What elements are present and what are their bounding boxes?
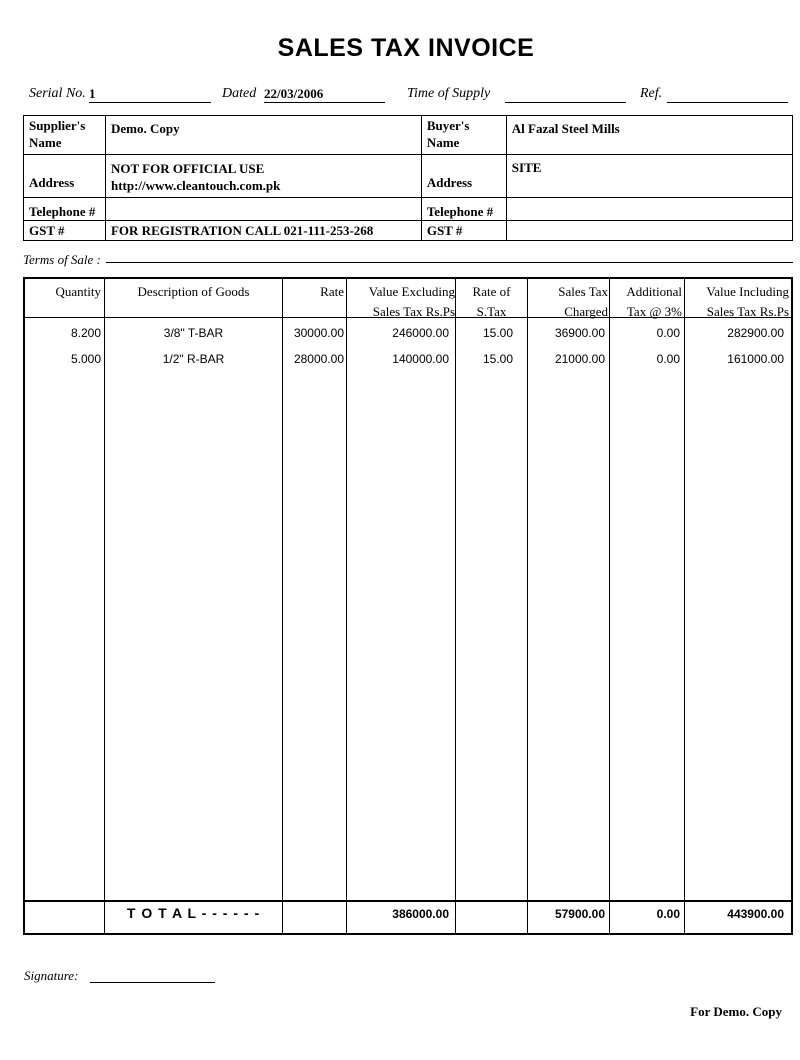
signature-line xyxy=(90,982,215,983)
total-tax-charged: 57900.00 xyxy=(554,907,605,921)
terms-of-sale xyxy=(23,252,793,266)
buyer-gst-label: GST # xyxy=(421,221,506,241)
column-header-tax-rate: Rate of S.Tax xyxy=(472,284,511,319)
total-divider xyxy=(25,900,791,902)
dated-value: 22/03/2006 xyxy=(264,86,385,103)
supplier-address-label: Address xyxy=(24,155,106,198)
table-row-1-value-excluding: 246000.00 xyxy=(392,326,449,340)
party-details-table xyxy=(23,115,793,241)
total-additional-tax: 0.00 xyxy=(656,907,680,921)
table-row-1-tax-rate: 15.00 xyxy=(482,326,513,340)
supplier-address: NOT FOR OFFICIAL USE http://www.cleantouch.com.pk xyxy=(105,155,421,198)
column-header-rate: Rate xyxy=(320,284,344,299)
supply-value xyxy=(505,86,626,103)
supplier-gst-label: GST # xyxy=(24,221,106,241)
buyer-name-label: Buyer's Name xyxy=(421,116,506,155)
column-header-additional-tax: Additional Tax @ 3% xyxy=(626,284,682,319)
supplier-gst: FOR REGISTRATION CALL 021-111-253-268 xyxy=(105,221,421,241)
table-row-2-additional-tax: 0.00 xyxy=(656,352,680,366)
dated-label: Dated xyxy=(222,86,257,101)
buyer-address-label: Address xyxy=(421,155,506,198)
buyer-telephone-label: Telephone # xyxy=(421,198,506,221)
column-header-value-excluding: Value Excluding Sales Tax Rs.Ps xyxy=(368,284,455,319)
supplier-telephone xyxy=(105,198,421,221)
column-divider xyxy=(609,279,610,933)
total-label: T O T A L - - - - - - xyxy=(126,905,261,921)
buyer-name: Al Fazal Steel Mills xyxy=(506,116,792,155)
table-row-1-rate: 30000.00 xyxy=(293,326,344,340)
column-divider xyxy=(346,279,347,933)
table-row-2-value-including: 161000.00 xyxy=(727,352,784,366)
items-table xyxy=(23,277,793,935)
ref-label: Ref. xyxy=(640,86,663,101)
column-divider xyxy=(684,279,685,933)
table-row-2-rate: 28000.00 xyxy=(293,352,344,366)
total-value-excluding: 386000.00 xyxy=(392,907,449,921)
supplier-telephone-label: Telephone # xyxy=(24,198,106,221)
terms-line xyxy=(106,262,793,263)
table-row-1-value-including: 282900.00 xyxy=(727,326,784,340)
table-row-1-additional-tax: 0.00 xyxy=(656,326,680,340)
column-divider xyxy=(282,279,283,933)
table-row-2-tax-rate: 15.00 xyxy=(482,352,513,366)
table-row-2-tax-charged: 21000.00 xyxy=(554,352,605,366)
table-row-2-quantity: 5.000 xyxy=(70,352,101,366)
supplier-name-label: Supplier's Name xyxy=(24,116,106,155)
serial-value: 1 xyxy=(89,86,211,103)
column-divider xyxy=(527,279,528,933)
column-divider xyxy=(104,279,105,933)
table-row-2-description: 1/2" R-BAR xyxy=(162,352,225,366)
column-header-quantity: Quantity xyxy=(55,284,101,299)
buyer-gst xyxy=(506,221,792,241)
buyer-telephone xyxy=(506,198,792,221)
buyer-address: SITE xyxy=(506,155,792,198)
invoice-title: SALES TAX INVOICE xyxy=(277,34,535,62)
total-value-including: 443900.00 xyxy=(727,907,784,921)
column-header-tax-charged: Sales Tax Charged xyxy=(558,284,608,319)
supply-label: Time of Supply xyxy=(407,86,491,101)
supplier-name: Demo. Copy xyxy=(105,116,421,155)
ref-value xyxy=(667,86,788,103)
signature-label: Signature: xyxy=(24,968,79,983)
serial-label: Serial No. xyxy=(29,86,86,101)
footer-note: For Demo. Copy xyxy=(690,1004,782,1019)
table-row-1-quantity: 8.200 xyxy=(70,326,101,340)
table-row-1-description: 3/8" T-BAR xyxy=(163,326,224,340)
column-divider xyxy=(455,279,456,933)
table-row-1-tax-charged: 36900.00 xyxy=(554,326,605,340)
column-header-value-including: Value Including Sales Tax Rs.Ps xyxy=(706,284,789,319)
table-row-2-value-excluding: 140000.00 xyxy=(392,352,449,366)
terms-label: Terms of Sale : xyxy=(23,252,101,267)
column-header-description: Description of Goods xyxy=(137,284,250,299)
